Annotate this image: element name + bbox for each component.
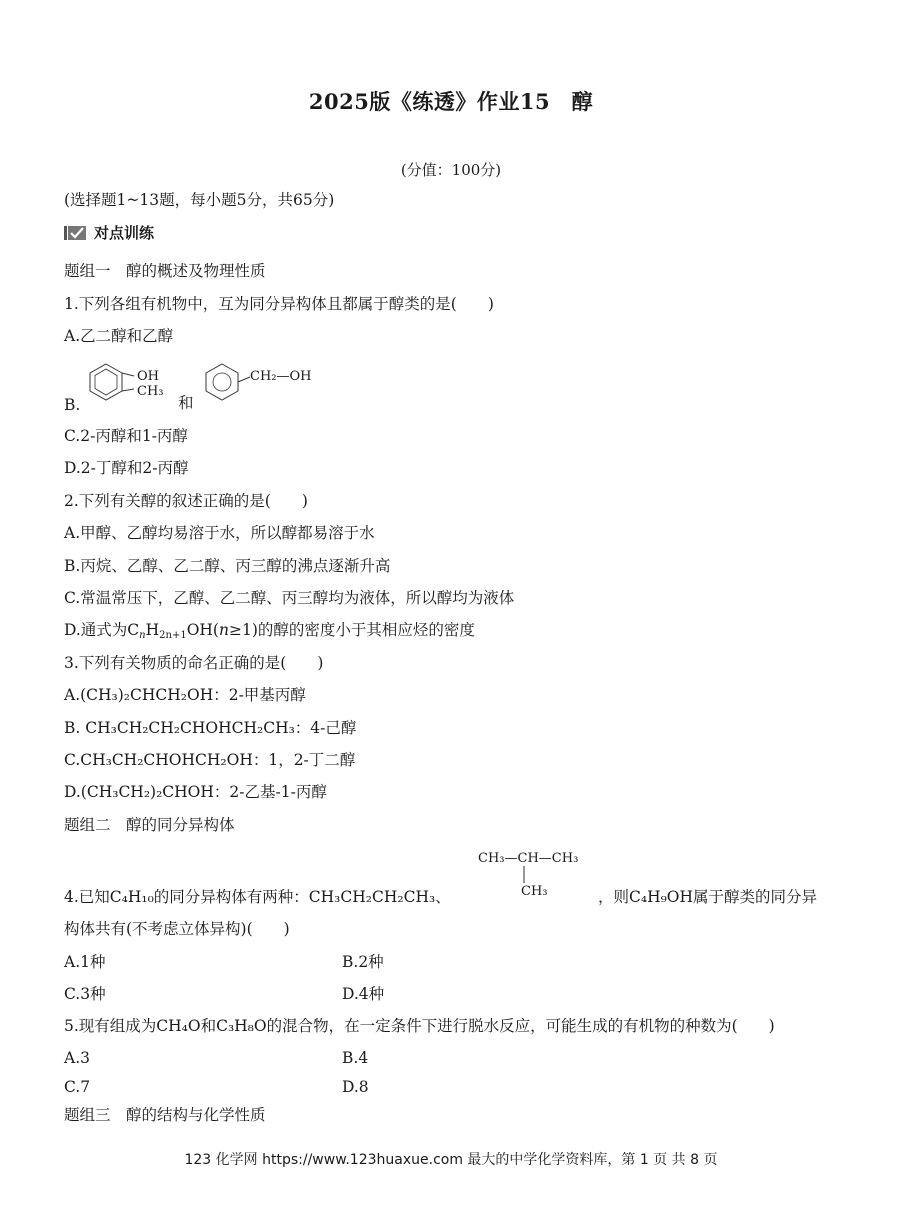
score-note: (分值：100分) [400,161,502,179]
benzyl-group: CH₂—OH [250,369,312,384]
q2-option-d [64,620,475,640]
q1-option-c: C.2-丙醇和1-丙醇 [64,427,188,445]
question-intro: (选择题1~13题，每小题5分，共65分) [64,191,335,209]
q1-option-b-and: 和 [178,394,194,412]
q2-d-text-3: OH( [186,621,219,639]
q2-d-sub-n: n [139,630,146,641]
q2-d-text-4: ≥1)的醇的密度小于其相应烃的密度 [228,621,475,639]
group-heading-1: 题组一 醇的概述及物理性质 [64,262,266,280]
q5-option-c: C.7 [64,1078,91,1096]
q4-option-c: C.3种 [64,985,106,1003]
q4-option-a: A.1种 [64,953,106,971]
q3-option-b: B. CH₃CH₂CH₂CHOHCH₂CH₃：4-己醇 [64,719,357,737]
document-title: 2025版《练透》作业15 醇 [308,89,594,114]
o-cresol-oh: OH [137,369,159,384]
q1-option-a: A.乙二醇和乙醇 [64,327,174,345]
q2-option-b: B.丙烷、乙醇、乙二醇、丙三醇的沸点逐渐升高 [64,557,391,575]
q1-stem: 1.下列各组有机物中，互为同分异构体且都属于醇类的是( ) [64,295,494,313]
isobutane-branch: CH₃ [521,884,548,899]
section-label: 对点训练 [94,223,155,242]
q4-stem-part3: 构体共有(不考虑立体异构)( ) [64,920,290,938]
q4-option-b: B.2种 [342,953,384,971]
q4-option-d: D.4种 [342,985,385,1003]
q1-option-b-prefix: B. [64,396,81,414]
check-badge-icon [64,225,86,239]
q3-stem: 3.下列有关物质的命名正确的是( ) [64,654,324,672]
q5-option-a: A.3 [64,1049,90,1067]
q2-d-n-italic: n [218,621,229,639]
q3-option-c: C.CH₃CH₂CHOHCH₂OH：1，2-丁二醇 [64,751,356,769]
q3-option-a: A.(CH₃)₂CHCH₂OH：2-甲基丙醇 [64,686,306,704]
q2-option-c: C.常温常压下，乙醇、乙二醇、丙三醇均为液体，所以醇均为液体 [64,589,515,607]
isobutane-main-chain: CH₃—CH—CH₃ [478,851,579,866]
page-footer: 123 化学网 https://www.123huaxue.com 最大的中学化学资料库，第 1 页 共 8 页 [184,1152,718,1168]
q3-option-d: D.(CH₃CH₂)₂CHOH：2-乙基-1-丙醇 [64,783,327,801]
q4-stem-part1: 4.已知C₄H₁₀的同分异构体有两种：CH₃CH₂CH₂CH₃、 [64,888,451,906]
section-header [64,222,154,242]
q2-d-sub-2n1: 2n+1 [159,630,187,641]
group-heading-3: 题组三 醇的结构与化学性质 [64,1106,266,1124]
q5-option-d: D.8 [342,1078,369,1096]
o-cresol-ch3: CH₃ [137,384,164,399]
q2-option-a: A.甲醇、乙醇均易溶于水，所以醇都易溶于水 [64,524,375,542]
q2-d-text-1: D.通式为C [64,621,140,639]
group-heading-2: 题组二 醇的同分异构体 [64,816,235,834]
benzyl-alcohol-structure [202,360,252,410]
q1-option-d: D.2-丁醇和2-丙醇 [64,459,189,477]
q2-d-text-2: H [145,621,160,639]
q2-stem: 2.下列有关醇的叙述正确的是( ) [64,492,308,510]
q5-stem: 5.现有组成为CH₄O和C₃H₈O的混合物，在一定条件下进行脱水反应，可能生成的有机物的种数为( ) [64,1017,775,1035]
q4-stem-part2: ，则C₄H₉OH属于醇类的同分异 [598,888,818,906]
q5-option-b: B.4 [342,1049,369,1067]
